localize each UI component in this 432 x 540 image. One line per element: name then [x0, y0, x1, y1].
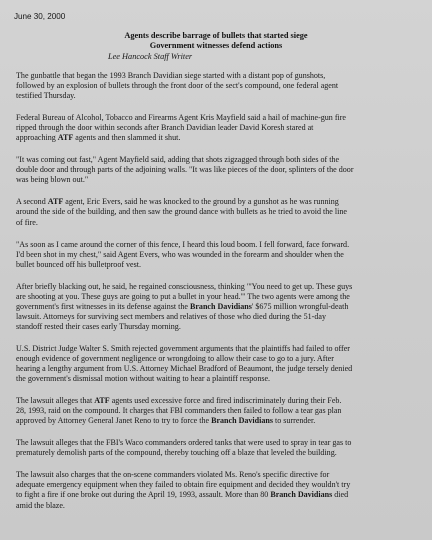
text-run: lawsuit. Attorneys for surviving sect members and relatives of those who died during the 51-day	[16, 311, 326, 321]
text-run: Federal Bureau of Alcohol, Tobacco and Firearms Agent Kris Mayfield said a hail of machine-gun fire	[16, 113, 347, 123]
text-run: to fight a fire if one broke out during the April 19, 1993, assault. More than 80	[16, 490, 271, 500]
text-run: ' $675 million wrongful-death	[251, 301, 349, 311]
paragraph-line	[16, 155, 418, 165]
text-run: agents and then slammed it shut.	[73, 133, 181, 143]
paragraph-line	[16, 438, 418, 448]
text-run: The lawsuit alleges that	[16, 396, 95, 406]
text-run: I'd been shot in my chest," said Agent Evers, who was wounded in the forearm and shoulder when the	[16, 249, 344, 259]
article-paragraph	[16, 282, 418, 332]
article-paragraph	[16, 396, 418, 426]
paragraph-line	[16, 292, 418, 302]
paragraph-line	[16, 406, 418, 416]
article-paragraph	[16, 197, 418, 227]
text-run: are shooting at you. These guys are going to put a bullet in your head.'" The two agents were among the	[16, 291, 350, 301]
document-date: June 30, 2000	[14, 12, 66, 21]
article-paragraph	[16, 155, 418, 185]
paragraph-line	[16, 133, 418, 143]
bold-term: Branch Davidians	[211, 416, 274, 426]
text-run: approved by Attorney General Janet Reno to try to force the	[16, 416, 212, 426]
article-paragraph	[16, 438, 418, 458]
paragraph-line	[16, 374, 418, 384]
text-run: to surrender.	[273, 416, 316, 426]
paragraph-line	[16, 71, 418, 81]
paragraph-line	[16, 123, 418, 133]
text-run: The lawsuit alleges that the FBI's Waco commanders ordered tanks that were used to spray in tear gas to	[16, 438, 352, 448]
text-run: died	[332, 490, 349, 500]
paragraph-line	[16, 81, 418, 91]
text-run: agents used excessive force and fired indiscriminately during their Feb.	[109, 396, 342, 406]
article-paragraph	[16, 344, 418, 384]
text-run: After briefly blacking out, he said, he regained consciousness, thinking "'You need to get up. These guys	[16, 281, 353, 291]
text-run: bullet bounced off his bulletproof vest.	[16, 259, 142, 269]
text-run: government's first witnesses in its defense against the	[16, 301, 190, 311]
paragraph-line	[16, 480, 418, 490]
article-paragraph	[16, 113, 418, 143]
headline-primary: Agents describe barrage of bullets that started siege	[124, 31, 308, 40]
text-run: around the side of the building, and then saw the ground dance with bullets as he tried to avoid the line	[16, 207, 347, 217]
text-run: was being blown out."	[16, 175, 89, 185]
paragraph-line	[16, 322, 418, 332]
text-run: "It was coming out fast," Agent Mayfield said, adding that shots zigzagged through both sides of the	[16, 155, 340, 165]
bold-term: Branch Davidians	[189, 301, 252, 311]
paragraph-line	[16, 197, 418, 207]
article-paragraph	[16, 71, 418, 101]
text-run: adequate emergency equipment when they failed to obtain fire equipment and decided they wouldn't try	[16, 480, 351, 490]
paragraph-line	[16, 175, 418, 185]
article-paragraph	[16, 240, 418, 270]
paragraph-line	[16, 354, 418, 364]
text-run: the government's dismissal motion without waiting to hear a plaintiff response.	[16, 374, 271, 384]
paragraph-line	[16, 302, 418, 312]
paragraph-line	[16, 344, 418, 354]
bold-term: ATF	[94, 396, 110, 406]
text-run: approaching	[16, 133, 58, 143]
paragraph-line	[16, 260, 418, 270]
text-run: agent, Eric Evers, said he was knocked to the ground by a gunshot as he was running	[63, 197, 339, 207]
headline-secondary: Government witnesses defend actions	[149, 41, 283, 50]
byline: Lee Hancock Staff Writer	[108, 52, 193, 61]
text-run: U.S. District Judge Walter S. Smith rejected government arguments that the plaintiffs had failed to offer	[16, 343, 350, 353]
paragraph-line	[16, 218, 418, 228]
paragraph-line	[16, 501, 418, 511]
paragraph-line	[16, 282, 418, 292]
text-run: testified Thursday.	[16, 91, 76, 101]
bold-term: ATF	[57, 133, 74, 143]
text-run: amid the blaze.	[16, 500, 65, 510]
paragraph-line	[16, 448, 418, 458]
text-run: 28, 1993, raid on the compound. It charges that FBI commanders then failed to follow a tear gas plan	[16, 406, 342, 416]
text-run: standoff rested their cases early Thursday morning.	[16, 321, 181, 331]
bold-term: Branch Davidians	[270, 490, 333, 500]
paragraph-line	[16, 91, 418, 101]
article-body	[16, 71, 418, 523]
paragraph-line	[16, 250, 418, 260]
text-run: prematurely demolish parts of the compound, thereby touching off a blaze that leveled the building.	[16, 448, 337, 458]
paragraph-line	[16, 364, 418, 374]
text-run: followed by an explosion of bullets through the front door of the sect's compound, one federal agent	[16, 81, 339, 91]
paragraph-line	[16, 207, 418, 217]
text-run: ripped through the door within seconds after Branch Davidian leader David Koresh stared at	[16, 123, 314, 133]
text-run: A second	[16, 197, 48, 207]
paragraph-line	[16, 165, 418, 175]
text-run: enough evidence of government negligence or wrongdoing to allow their case to go to a jury. After	[16, 353, 334, 363]
paragraph-line	[16, 470, 418, 480]
text-run: The gunbattle that began the 1993 Branch Davidian siege started with a distant pop of gunshots,	[16, 71, 326, 80]
article-paragraph	[16, 470, 418, 510]
paragraph-line	[16, 113, 418, 123]
text-run: of fire.	[16, 217, 38, 227]
paragraph-line	[16, 490, 418, 500]
paragraph-line	[16, 396, 418, 406]
paragraph-line	[16, 312, 418, 322]
bold-term: ATF	[47, 197, 64, 207]
text-run: The lawsuit also charges that the on-scene commanders violated Ms. Reno's specific directive for	[16, 470, 330, 480]
text-run: double door and through parts of the adjoining walls. "It was like pieces of the door, splinters of the door	[16, 165, 354, 175]
text-run: "As soon as I came around the corner of this fence, I heard this loud boom. I fell forward, face forward.	[16, 239, 350, 249]
paragraph-line	[16, 240, 418, 250]
text-run: hearing a lengthy argument from U.S. Attorney Michael Bradford of Beaumont, the judge tersely denied	[16, 364, 353, 374]
paragraph-line	[16, 416, 418, 426]
